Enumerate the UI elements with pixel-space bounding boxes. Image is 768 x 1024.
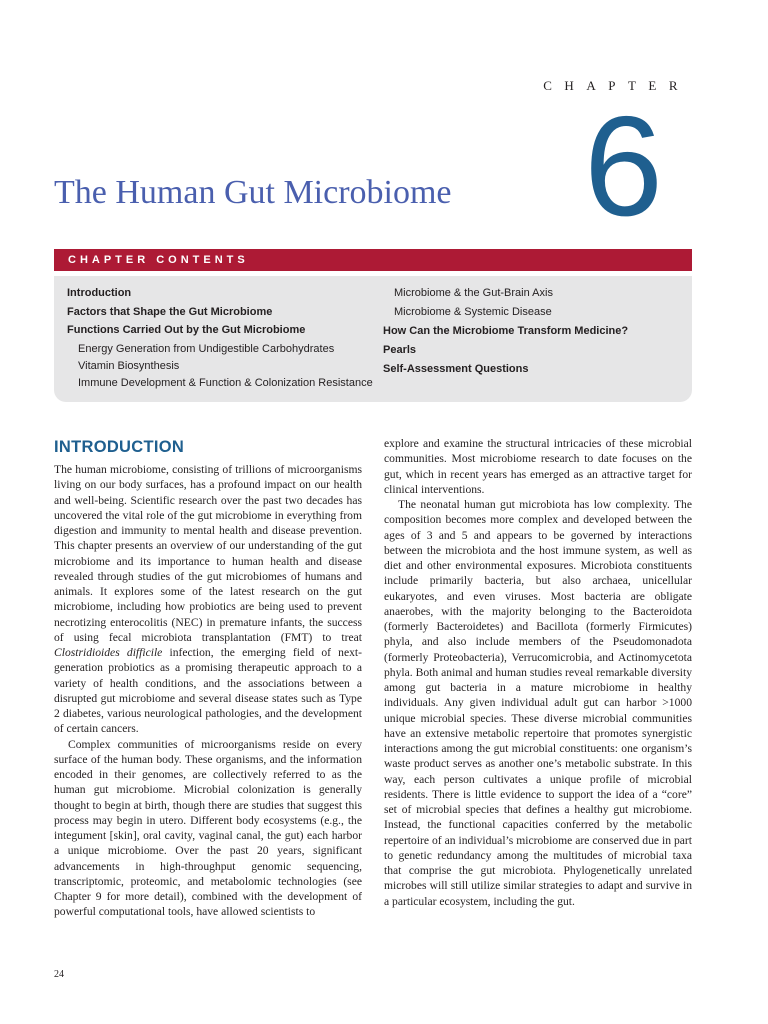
contents-right-column (383, 286, 683, 381)
body-paragraph: The neonatal human gut microbiota has low complexity. The composition becomes more complex and developed between the ages of 3 and 5 and appears to be governed by interactions between the microbiota and the host immune system, as well as diet and other environmental exposures. Microbiota constituents include primarily bacteria, but also archaea, unicellular eukaryotes, and even viruses. Most bacteria are obligate anaerobes, with the majority belonging to the Bacteroidota (formerly Bacteroidetes) and Bacillota (formerly Firmicutes) phyla, and also include members of the Pseudomonadota (formerly Proteobacteria), Verrucomicrobia, and Actinomycetota phyla. Both animal and human studies reveal remarkable diversity among gut bacteria in a mature microbiome in healthy individuals. Any given individual adult gut can harbor >1000 unique microbial species. These diverse microbial communities have an extensive metabolic repertoire that promotes synergistic interactions among the gut microbial constituents: one organism’s waste product serves as another one’s metabolic substrate. In this way, each person cultivates a unique profile of microbial residents. There is little evidence to support the idea of a “core” set of microbial species that defines a healthy gut microbiome. Instead, the functional capacities conferred by the metabolic repertoire of an individual’s microbiome are conserved due in part to genetic redundancy among the multitudes of microbial taxa that comprise the gut microbiota. Phylogenetically unrelated microbes will still utilize similar strategies to adapt and survive in a particular ecosystem, including the gut. (384, 498, 692, 908)
chapter-title: The Human Gut Microbiome (54, 174, 452, 211)
chapter-contents-box (54, 276, 692, 402)
toc-item-energy-generation[interactable]: Energy Generation from Undigestible Carbohydrates (78, 342, 335, 355)
chapter-contents-heading: CHAPTER CONTENTS (54, 249, 692, 271)
body-left-column (54, 436, 362, 920)
species-name: Clostridioides difficile (54, 646, 163, 659)
section-heading-introduction: INTRODUCTION (54, 438, 185, 456)
toc-item-transform-medicine[interactable]: How Can the Microbiome Transform Medicine? (383, 325, 629, 337)
body-right-column (384, 436, 692, 909)
toc-item-factors[interactable]: Factors that Shape the Gut Microbiome (67, 305, 273, 318)
toc-item-pearls[interactable]: Pearls (383, 344, 417, 356)
chapter-label: CHAPTER (543, 78, 690, 93)
body-paragraph: explore and examine the structural intricacies of these microbial communities. Most microbiome research to date focuses on the gut, which in recent years has emerged as an attractive target for clinical interventions. (384, 437, 692, 496)
toc-item-immune-development[interactable]: Immune Development & Function & Colonization Resistance (78, 376, 373, 389)
toc-item-vitamin-biosynthesis[interactable]: Vitamin Biosynthesis (78, 359, 180, 372)
body-paragraph (54, 462, 362, 737)
paragraph-text: infection, the emerging field of next-generation probiotics as a promising therapeutic approach to a variety of health conditions, and the associations between a disrupted gut microbiome and several disease states such as Type 2 diabetes, various neurological pathologies, and the development of certain cancers. (54, 646, 362, 736)
toc-item-self-assessment[interactable]: Self-Assessment Questions (383, 363, 529, 375)
chapter-number: 6 (584, 87, 663, 246)
toc-item-introduction[interactable]: Introduction (67, 287, 132, 299)
toc-item-gut-brain-axis[interactable]: Microbiome & the Gut-Brain Axis (394, 287, 553, 299)
page-number: 24 (54, 969, 64, 980)
toc-item-systemic-disease[interactable]: Microbiome & Systemic Disease (394, 306, 552, 318)
toc-item-functions[interactable]: Functions Carried Out by the Gut Microbiome (67, 324, 306, 336)
paragraph-text: The human microbiome, consisting of trillions of microorganisms living on our body surfaces, has a profound impact on our health and well-being. Scientific research over the past two decades has uncovered the vital role of the gut microbiome in everything from digestion and immunity to mental health and disease prevention. This chapter presents an overview of our understanding of the gut microbiome and its importance to human health and disease revealed through studies of the gut microbiomes of humans and animals. It explores some of the latest research on the gut microbiome, including how probiotics are being used to prevent necrotizing enterocolitis (NEC) in premature infants, the success of using fecal microbiota transplantation (FMT) to treat (54, 463, 362, 644)
contents-left-column (67, 286, 387, 393)
body-paragraph: Complex communities of microorganisms reside on every surface of the human body. These organisms, and the information encoded in their genomes, are collectively referred to as the human gut microbiome. Microbial colonization is generally thought to begin at birth, though there are studies that suggest this process may begin in utero. Different body ecosystems (e.g., the integument [skin], oral cavity, vaginal canal, the gut) each harbor a unique microbiome. Over the past 20 years, significant advancements in high-throughput genomic sequencing, transcriptomic, proteomic, and metabolomic technologies (see Chapter 9 for more detail), combined with the development of powerful computational tools, have allowed scientists to (54, 737, 362, 919)
